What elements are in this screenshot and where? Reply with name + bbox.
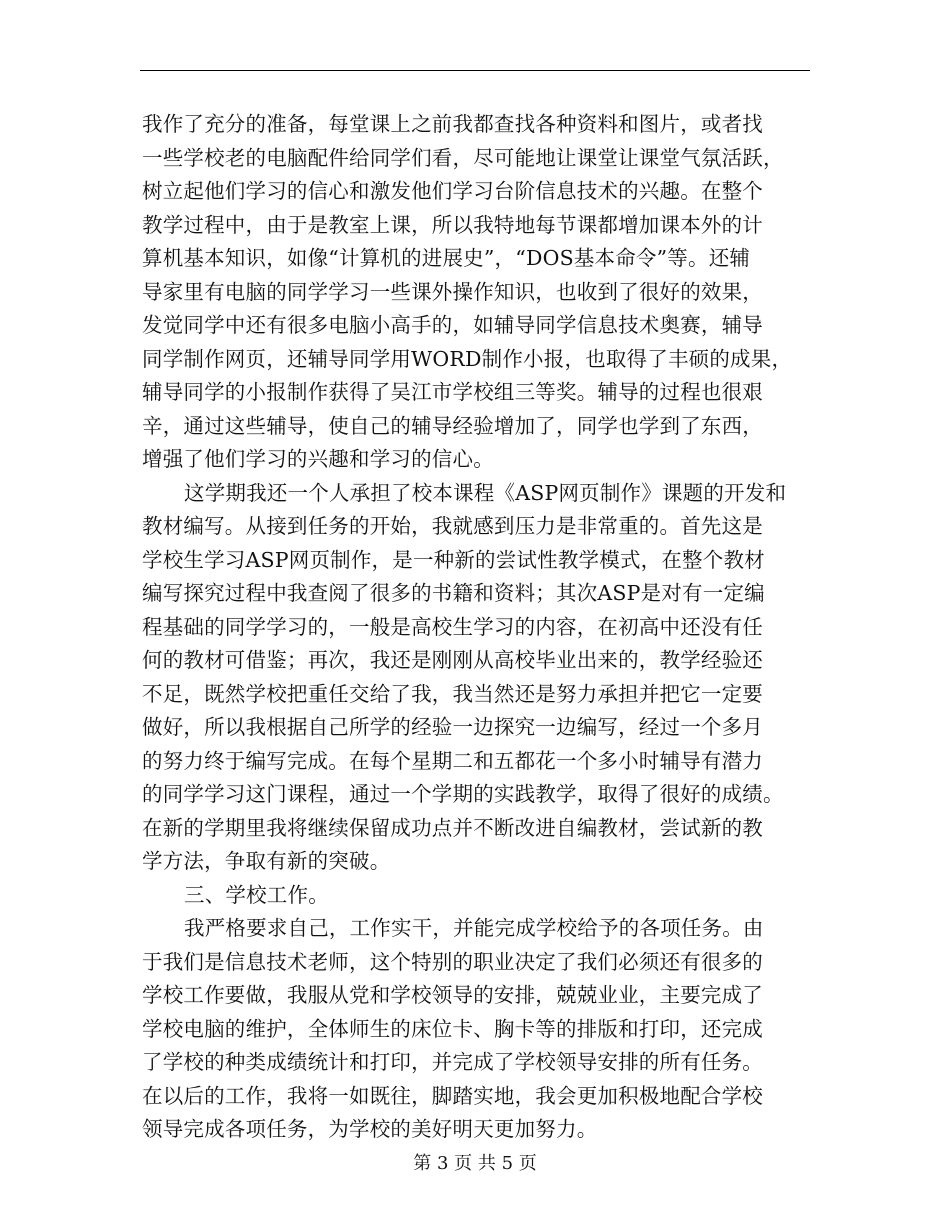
- text-line: 我严格要求自己，工作实干，并能完成学校给予的各项任务。由: [184, 916, 764, 940]
- text-line: 于我们是信息技术老师，这个特别的职业决定了我们必须还有很多的: [142, 949, 763, 974]
- text-line: 程基础的同学学习的，一般是高校生学习的内容，在初高中还没有任: [142, 614, 763, 639]
- text-line: 发觉同学中还有很多电脑小高手的，如辅导同学信息技术奥赛，辅导: [142, 313, 763, 337]
- document-body: [142, 108, 810, 1147]
- text-line: 一些学校老的电脑配件给同学们看，尽可能地让课堂让课堂气氛活跃，: [142, 145, 784, 170]
- text-line: 导家里有电脑的同学学习一些课外操作知识，也收到了很好的效果，: [142, 279, 763, 304]
- text-line: 算机基本知识，如像“计算机的进展史”，“DOS基本命令”等。还辅: [142, 246, 751, 270]
- text-line: 学方法，争取有新的突破。: [142, 849, 391, 873]
- text-line: 做好，所以我根据自己所学的经验一边探究一边编写，经过一个多月: [142, 715, 763, 739]
- text-line: 教学过程中，由于是教室上课，所以我特地每节课都增加课本外的计: [142, 212, 763, 237]
- text-line: 辛，通过这些辅导，使自己的辅导经验增加了，同学也学到了东西，: [142, 413, 763, 438]
- text-line: 辅导同学的小报制作获得了吴江市学校组三等奖。辅导的过程也很艰: [142, 380, 763, 404]
- text-line: 三、学校工作。: [184, 882, 329, 907]
- text-line: 在以后的工作，我将一如既往，脚踏实地，我会更加积极地配合学校: [142, 1083, 763, 1108]
- text-line: 的同学学习这门课程，通过一个学期的实践教学，取得了很好的成绩。: [142, 782, 784, 806]
- text-line: 我作了充分的准备，每堂课上之前我都查找各种资料和图片，或者找: [142, 112, 763, 136]
- text-line: 教材编写。从接到任务的开始，我就感到压力是非常重的。首先这是: [142, 514, 763, 538]
- text-line: 这学期我还一个人承担了校本课程《ASP网页制作》课题的开发和: [184, 480, 787, 505]
- text-line: 增强了他们学习的兴趣和学习的信心。: [142, 447, 494, 471]
- text-line: 编写探究过程中我查阅了很多的书籍和资料；其次ASP是对有一定编: [142, 581, 765, 605]
- text-line: 学校生学习ASP网页制作，是一种新的尝试性教学模式，在整个教材: [142, 547, 765, 572]
- text-line: 树立起他们学习的信心和激发他们学习台阶信息技术的兴趣。在整个: [142, 179, 763, 203]
- text-line: 学校工作要做，我服从党和学校领导的安排，兢兢业业，主要完成了: [142, 983, 763, 1007]
- text-line: 领导完成各项任务，为学校的美好明天更加努力。: [142, 1117, 598, 1141]
- text-line: 不足，既然学校把重任交给了我，我当然还是努力承担并把它一定要: [142, 681, 763, 706]
- text-line: 同学制作网页，还辅导同学用WORD制作小报，也取得了丰硕的成果，: [142, 346, 793, 371]
- text-line: 的努力终于编写完成。在每个星期二和五都花一个多小时辅导有潜力: [142, 748, 763, 773]
- text-line: 何的教材可借鉴；再次，我还是刚刚从高校毕业出来的，教学经验还: [142, 648, 763, 672]
- header-rule: [140, 70, 810, 71]
- page-footer: 第 3 页 共 5 页: [413, 1153, 537, 1174]
- text-line: 在新的学期里我将继续保留成功点并不断改进自编教材，尝试新的教: [142, 815, 763, 840]
- text-line: 了学校的种类成绩统计和打印，并完成了学校领导安排的所有任务。: [142, 1050, 763, 1074]
- text-line: 学校电脑的维护，全体师生的床位卡、胸卡等的排版和打印，还完成: [142, 1016, 763, 1041]
